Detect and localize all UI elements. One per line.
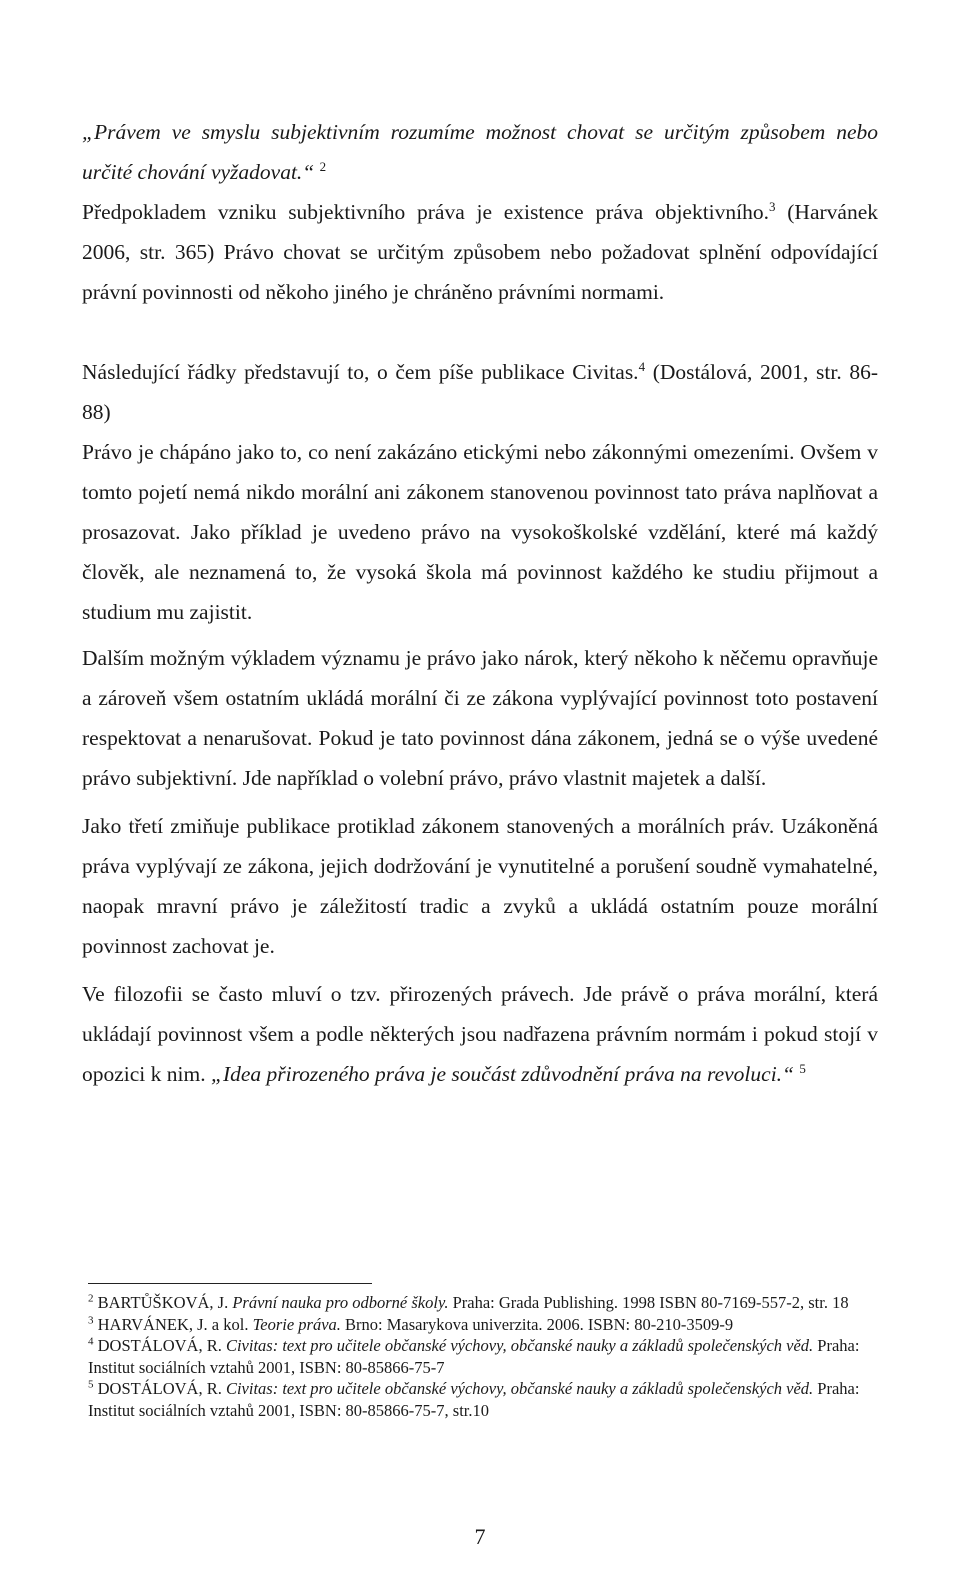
paragraph-text: (Harvánek 2006, str. 365) Právo chovat se určitým způsobem nebo požadovat splnění odpovídající právní povinnosti od někoho jiného je chráněno právními normami. (82, 200, 878, 304)
footnote (88, 1335, 888, 1378)
footnote-details: Praha: Grada Publishing. 1998 ISBN 80-7169-557-2, str. 18 (452, 1293, 849, 1312)
paragraph-third-meaning: Jako třetí zmiňuje publikace protiklad zákonem stanovených a morálních práv. Uzákoněná práva vyplývají ze zákona, jejich dodržování je vynutitelné a porušení soudně vymahatelné, naopak mravní právo je záležitostí tradic a zvyků a ukládá ostatním pouze morální povinnost zachovat je. (82, 814, 878, 958)
footnote (88, 1314, 888, 1336)
footnote-ref: 2 (319, 158, 327, 174)
footnote-details: Praha: Institut sociálních vztahů 2001, ISBN: 80-85866-75-7 (88, 1336, 860, 1377)
footnote-details: Brno: Masarykova univerzita. 2006. ISBN: 80-210-3509-9 (345, 1314, 734, 1334)
quote-text: „Právem ve smyslu subjektivním rozumíme možnost chovat se určitým způsobem nebo určité chování vyžadovat.“ (82, 120, 878, 184)
footnote-number: 4 (88, 1335, 94, 1348)
paragraph-quote-1 (82, 112, 878, 192)
footnote-author: DOSTÁLOVÁ, R. (97, 1379, 222, 1398)
paragraph-text: Následující řádky představují to, o čem píše publikace Civitas. (82, 360, 639, 384)
footnote-author: DOSTÁLOVÁ, R. (97, 1336, 222, 1355)
paragraph-text: Předpokladem vzniku subjektivního práva je existence práva objektivního. (82, 200, 770, 224)
footnote (88, 1378, 888, 1421)
footnote-details: Praha: Institut sociálních vztahů 2001, ISBN: 80-85866-75-7, str.10 (88, 1379, 860, 1420)
paragraph-first-meaning: Právo je chápáno jako to, co není zakázáno etickými nebo zákonnými omezeními. Ovšem v tomto pojetí nemá nikdo morální ani zákonem stanovenou povinnost tato práva naplňovat a prosazovat. Jako příklad je uvedeno právo na vysokoškolské vzdělání, které má každý člověk, ale neznamená to, že vysoká škola má povinnost každého ke studiu přijmout a studium mu zajistit. (82, 440, 878, 624)
paragraph-text: (Dostálová, 2001, str. 86-88) (82, 360, 878, 424)
footnotes (88, 1292, 888, 1421)
footnote-title: Civitas: text pro učitele občanské výchovy, občanské nauky a základů společenských věd. (225, 1379, 814, 1398)
footnote-title: Teorie práva. (252, 1314, 341, 1334)
footnote-ref: 3 (769, 198, 776, 214)
body-text (82, 112, 878, 1094)
footnote-title: Civitas: text pro učitele občanské výchovy, občanské nauky a základů společenských věd. (225, 1336, 814, 1355)
paragraph-second-meaning: Dalším možným výkladem významu je právo jako nárok, který někoho k něčemu opravňuje a zároveň všem ostatním ukládá morální či ze zákona vyplývající povinnost toto postavení respektovat a nenarušovat. Pokud je tato povinnost dána zákonem, jedná se o výše uvedené právo subjektivní. Jde například o volební právo, právo vlastnit majetek a další. (82, 646, 878, 790)
paragraph-subjective-law (82, 192, 878, 312)
paragraph-text: Ve filozofii se často mluví o tzv. přirozených právech. Jde právě o práva morální, která ukládají povinnost všem a podle některých jsou nadřazena právním normám i pokud stojí v opozici k nim. (82, 982, 878, 1086)
paragraph-natural-rights (82, 974, 878, 1094)
footnote-number: 3 (88, 1314, 94, 1326)
footnote-number: 5 (88, 1378, 94, 1391)
footnote-ref: 4 (638, 358, 646, 374)
footnote-separator (88, 1283, 372, 1284)
footnote-author: BARTŮŠKOVÁ, J. (97, 1293, 229, 1312)
footnote (88, 1292, 888, 1314)
quote-text: „Idea přirozeného práva je součást zdůvodnění práva na revoluci.“ (210, 1062, 794, 1086)
footnote-title: Právní nauka pro odborné školy. (232, 1293, 449, 1312)
page-number: 7 (474, 1524, 486, 1549)
footnote-ref: 5 (799, 1060, 806, 1076)
footnote-author: HARVÁNEK, J. a kol. (97, 1314, 249, 1334)
footnote-number: 2 (88, 1292, 94, 1305)
paragraph-civitas-intro (82, 352, 878, 432)
